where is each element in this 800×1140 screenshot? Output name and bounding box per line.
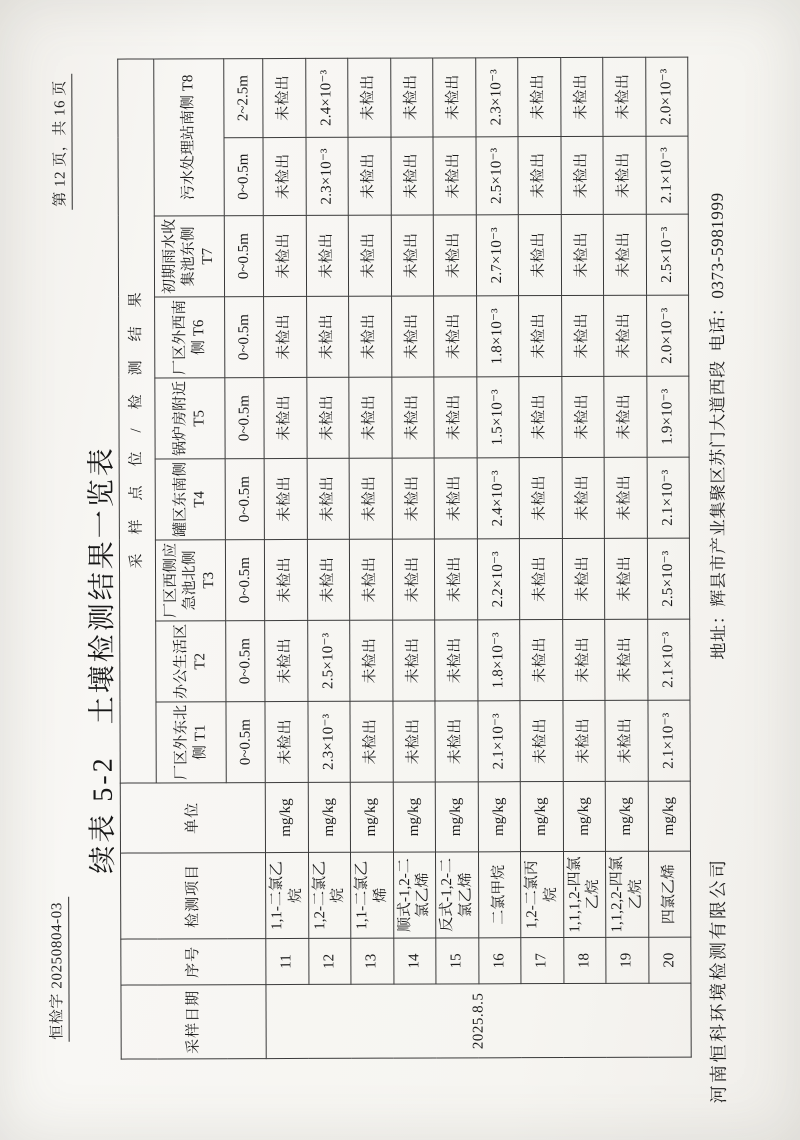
value-cell-12-5: 未检出 [306,377,349,458]
depth-header-1: 0~0.5m [226,702,265,783]
value-cell-15-5: 未检出 [434,377,477,458]
value-cell-20-2: 2.1×10⁻³ [647,619,690,700]
value-cell-19-5: 未检出 [604,376,647,457]
value-cell-12-4: 未检出 [307,458,350,539]
value-cell-20-6: 2.0×10⁻³ [646,295,689,376]
item-cell-12: 1,2-二氯乙烷 [308,852,351,938]
column-header-sample-date: 采样日期 [121,985,266,1060]
table-row-16 [475,58,521,1058]
seq-cell-12: 12 [308,938,351,984]
location-header-t6: 厂区外西南侧 T6 [155,297,225,378]
value-cell-11-8: 未检出 [263,137,306,215]
table-row-17 [518,57,564,1057]
value-cell-19-3: 未检出 [604,538,647,619]
unit-cell-17: mg/kg [520,782,563,852]
value-cell-14-1: 未检出 [392,701,435,782]
table-row-12 [305,58,351,1058]
document-title: 续表 5-2 土壤检测结果一览表 [86,445,120,874]
unit-cell-12: mg/kg [308,782,351,852]
value-cell-13-9: 未检出 [348,58,391,137]
unit-cell-16: mg/kg [478,782,521,852]
page-number: 第 12 页，共 16 页 [48,74,72,210]
value-cell-17-6: 未检出 [519,296,562,377]
value-cell-20-3: 2.5×10⁻³ [647,538,690,619]
value-cell-11-6: 未检出 [264,296,307,377]
table-row-14 [390,58,436,1058]
value-cell-13-4: 未检出 [349,458,392,539]
table-row-19 [603,57,649,1057]
value-cell-17-7: 未检出 [518,215,561,296]
page-footer [701,0,745,1138]
seq-cell-20: 20 [648,937,691,983]
unit-cell-18: mg/kg [563,781,606,851]
footer-phone: 电话：0373-5981999 [707,192,728,352]
value-cell-20-9: 2.0×10⁻³ [645,57,688,136]
value-cell-13-6: 未检出 [349,296,392,377]
seq-cell-18: 18 [563,937,606,983]
value-cell-15-4: 未检出 [434,458,477,539]
value-cell-19-8: 未检出 [603,136,646,214]
value-cell-11-7: 未检出 [263,215,306,296]
value-cell-15-7: 未检出 [433,215,476,296]
item-cell-20: 四氯乙烯 [648,851,691,937]
value-cell-17-8: 未检出 [518,137,561,215]
value-cell-12-7: 未检出 [306,215,349,296]
value-cell-12-1: 2.3×10⁻³ [307,701,350,782]
value-cell-16-1: 2.1×10⁻³ [477,701,520,782]
value-cell-14-9: 未检出 [390,58,433,137]
value-cell-17-5: 未检出 [519,377,562,458]
value-cell-13-7: 未检出 [348,215,391,296]
sample-date-cell: 2025.8.5 [266,983,691,1058]
depth-header-2: 0~0.5m [226,621,265,702]
item-cell-14: 顺式-1,2-二氯乙烯 [393,852,436,938]
unit-cell-14: mg/kg [393,782,436,852]
value-cell-16-6: 1.8×10⁻³ [476,296,519,377]
value-cell-13-1: 未检出 [350,701,393,782]
unit-cell-19: mg/kg [605,781,648,851]
depth-header-8: 0~0.5m [224,138,263,216]
location-header-t3: 厂区西侧应急池北侧 T3 [155,540,225,621]
seq-cell-13: 13 [351,938,394,984]
value-cell-19-2: 未检出 [605,619,648,700]
table-row-20 [645,57,691,1057]
seq-cell-16: 16 [478,938,521,984]
location-header-t4: 罐区东南侧 T4 [155,459,225,540]
value-cell-18-6: 未检出 [561,295,604,376]
value-cell-17-9: 未检出 [518,57,561,136]
report-number: 恒检字 20250804-03 [45,897,70,1042]
value-cell-14-3: 未检出 [392,539,435,620]
value-cell-13-8: 未检出 [348,137,391,215]
table-row-15 [433,58,479,1058]
value-cell-19-9: 未检出 [603,57,646,136]
value-cell-13-3: 未检出 [349,539,392,620]
seq-cell-15: 15 [436,938,479,984]
value-cell-16-3: 2.2×10⁻³ [477,539,520,620]
value-cell-20-4: 2.1×10⁻³ [647,457,690,538]
location-header-t5: 锅炉房附近 T5 [155,378,225,459]
value-cell-16-8: 2.5×10⁻³ [476,137,519,215]
value-cell-12-3: 未检出 [307,539,350,620]
value-cell-14-2: 未检出 [392,620,435,701]
value-cell-14-7: 未检出 [391,215,434,296]
value-cell-14-8: 未检出 [391,137,434,215]
header-row-group [118,59,157,1059]
value-cell-19-6: 未检出 [604,295,647,376]
value-cell-15-8: 未检出 [433,137,476,215]
value-cell-19-7: 未检出 [603,214,646,295]
depth-header-3: 0~0.5m [225,540,264,621]
value-cell-18-9: 未检出 [560,57,603,136]
seq-cell-19: 19 [606,937,649,983]
table-body [263,57,691,1059]
value-cell-18-1: 未检出 [562,700,605,781]
item-cell-13: 1,1-二氯乙烯 [350,852,393,938]
depth-header-6: 0~0.5m [225,297,264,378]
value-cell-20-7: 2.5×10⁻³ [646,214,689,295]
depth-header-7: 0~0.5m [224,216,263,297]
value-cell-15-3: 未检出 [434,539,477,620]
column-header-seq: 序号 [121,939,266,986]
value-cell-18-5: 未检出 [561,376,604,457]
value-cell-20-8: 2.1×10⁻³ [646,136,689,214]
value-cell-17-4: 未检出 [519,458,562,539]
item-cell-17: 1,2-二氯丙烷 [520,852,563,938]
column-header-item: 检测项目 [120,853,265,940]
unit-cell-13: mg/kg [350,782,393,852]
depth-header-5: 0~0.5m [225,378,264,459]
value-cell-18-7: 未检出 [561,214,604,295]
value-cell-11-9: 未检出 [263,58,306,137]
value-cell-17-1: 未检出 [520,701,563,782]
depth-header-9: 2~2.5m [224,58,263,137]
item-cell-15: 反式-1,2-二氯乙烯 [435,852,478,938]
value-cell-16-2: 1.8×10⁻³ [477,620,520,701]
value-cell-20-1: 2.1×10⁻³ [647,700,690,781]
footer-company: 河南恒科环境检测有限公司 [708,857,729,1104]
seq-cell-14: 14 [393,938,436,984]
footer-address: 地址：辉县市产业集聚区苏门大道西段 [708,360,729,660]
value-cell-13-2: 未检出 [350,620,393,701]
seq-cell-11: 11 [266,938,309,984]
unit-cell-11: mg/kg [265,782,308,852]
value-cell-19-4: 未检出 [604,457,647,538]
value-cell-11-4: 未检出 [264,458,307,539]
value-cell-16-7: 2.7×10⁻³ [476,215,519,296]
value-cell-18-2: 未检出 [562,619,605,700]
location-header-t2: 办公生活区 T2 [156,621,226,702]
value-cell-18-8: 未检出 [561,136,604,214]
value-cell-11-5: 未检出 [264,377,307,458]
seq-cell-17: 17 [521,938,564,984]
value-cell-12-9: 2.4×10⁻³ [305,58,348,137]
item-cell-18: 1,1,1,2-四氯乙烷 [563,851,606,937]
location-header-t7: 初期雨水收集池东侧 T7 [154,216,224,297]
value-cell-11-2: 未检出 [265,620,308,701]
value-cell-15-1: 未检出 [435,701,478,782]
value-cell-18-4: 未检出 [562,457,605,538]
location-header-t1: 厂区外东北侧 T1 [156,702,226,783]
value-cell-12-6: 未检出 [306,296,349,377]
item-cell-16: 二氯甲烷 [478,852,521,938]
depth-header-4: 0~0.5m [225,459,264,540]
table-row-11 [263,58,309,1058]
table-row-18 [560,57,606,1057]
value-cell-16-5: 1.5×10⁻³ [476,377,519,458]
table-row-13 [348,58,394,1058]
table-header [118,58,266,1059]
value-cell-13-5: 未检出 [349,377,392,458]
value-cell-15-9: 未检出 [433,58,476,137]
value-cell-12-8: 2.3×10⁻³ [306,137,349,215]
value-cell-16-9: 2.3×10⁻³ [475,58,518,137]
value-cell-17-3: 未检出 [519,539,562,620]
value-cell-14-6: 未检出 [391,296,434,377]
value-cell-11-3: 未检出 [264,539,307,620]
value-cell-20-5: 1.9×10⁻³ [646,376,689,457]
value-cell-12-2: 2.5×10⁻³ [307,620,350,701]
unit-cell-20: mg/kg [648,781,691,851]
value-cell-15-6: 未检出 [434,296,477,377]
item-cell-11: 1,1-二氯乙烷 [265,852,308,938]
column-group-header: 采样点位/检测结果 [118,59,157,783]
value-cell-14-5: 未检出 [391,377,434,458]
item-cell-19: 1,1,2,2-四氯乙烷 [605,851,648,937]
unit-cell-15: mg/kg [435,782,478,852]
column-header-unit: 单位 [120,783,265,854]
value-cell-15-2: 未检出 [435,620,478,701]
value-cell-11-1: 未检出 [265,701,308,782]
value-cell-14-4: 未检出 [392,458,435,539]
value-cell-16-4: 2.4×10⁻³ [477,458,520,539]
soil-results-table [117,57,691,1060]
value-cell-17-2: 未检出 [520,620,563,701]
value-cell-18-3: 未检出 [562,538,605,619]
value-cell-19-1: 未检出 [605,700,648,781]
location-header-t8: 污水处理站南侧 T8 [154,59,225,216]
